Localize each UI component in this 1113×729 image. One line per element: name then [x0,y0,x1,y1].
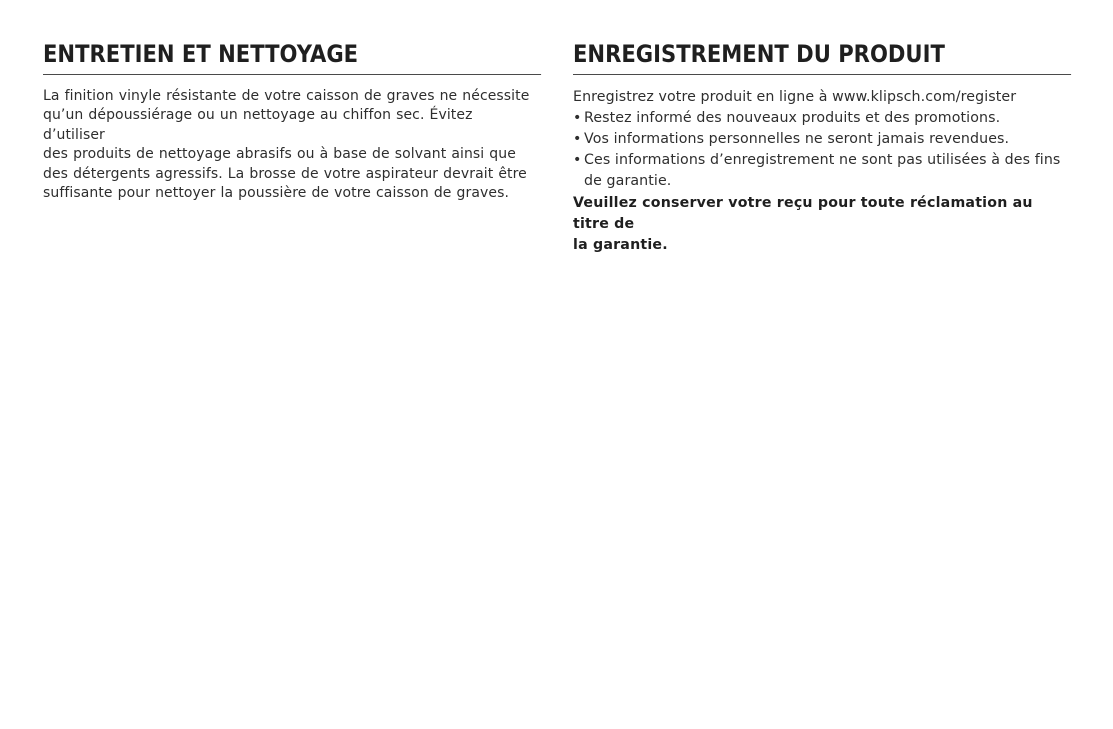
maintenance-line: La finition vinyle résistante de votre caisson de graves ne nécessite [43,88,530,104]
maintenance-line: qu’un dépoussiérage ou un nettoyage au chiffon sec. Évitez d’utiliser [43,107,473,143]
maintenance-line: des produits de nettoyage abrasifs ou à base de solvant ainsi que [43,146,516,163]
registration-bullet-list [573,108,1071,192]
receipt-note [573,193,1071,256]
receipt-note-line: la garantie. [573,237,668,253]
maintenance-line: suffisante pour nettoyer la poussière de votre caisson de graves. [43,185,509,202]
maintenance-line: des détergents agressifs. La brosse de votre aspirateur devrait être [43,165,527,182]
maintenance-paragraph [43,87,534,203]
receipt-note-line: Veuillez conserver votre reçu pour toute réclamation au titre de [573,195,1033,232]
list-item [573,108,1071,129]
registration-heading: ENREGISTREMENT DU PRODUIT [573,38,1071,75]
list-item [573,150,1071,192]
maintenance-section [43,38,541,203]
bullet-symbol: • [573,152,582,168]
maintenance-heading: ENTRETIEN ET NETTOYAGE [43,38,541,75]
bullet-symbol: • [573,131,582,147]
registration-intro: Enregistrez votre produit en ligne à www.klipsch.com/register [573,89,1017,105]
bullet-text: Vos informations personnelles ne seront jamais revendues. [584,131,1010,147]
bullet-symbol: • [573,110,582,126]
registration-section [573,38,1071,256]
list-item [573,129,1071,150]
bullet-text: Ces informations d’enregistrement ne sont pas utilisées à des fins de garantie. [584,152,1061,189]
bullet-text: Restez informé des nouveaux produits et des promotions. [584,110,1001,126]
